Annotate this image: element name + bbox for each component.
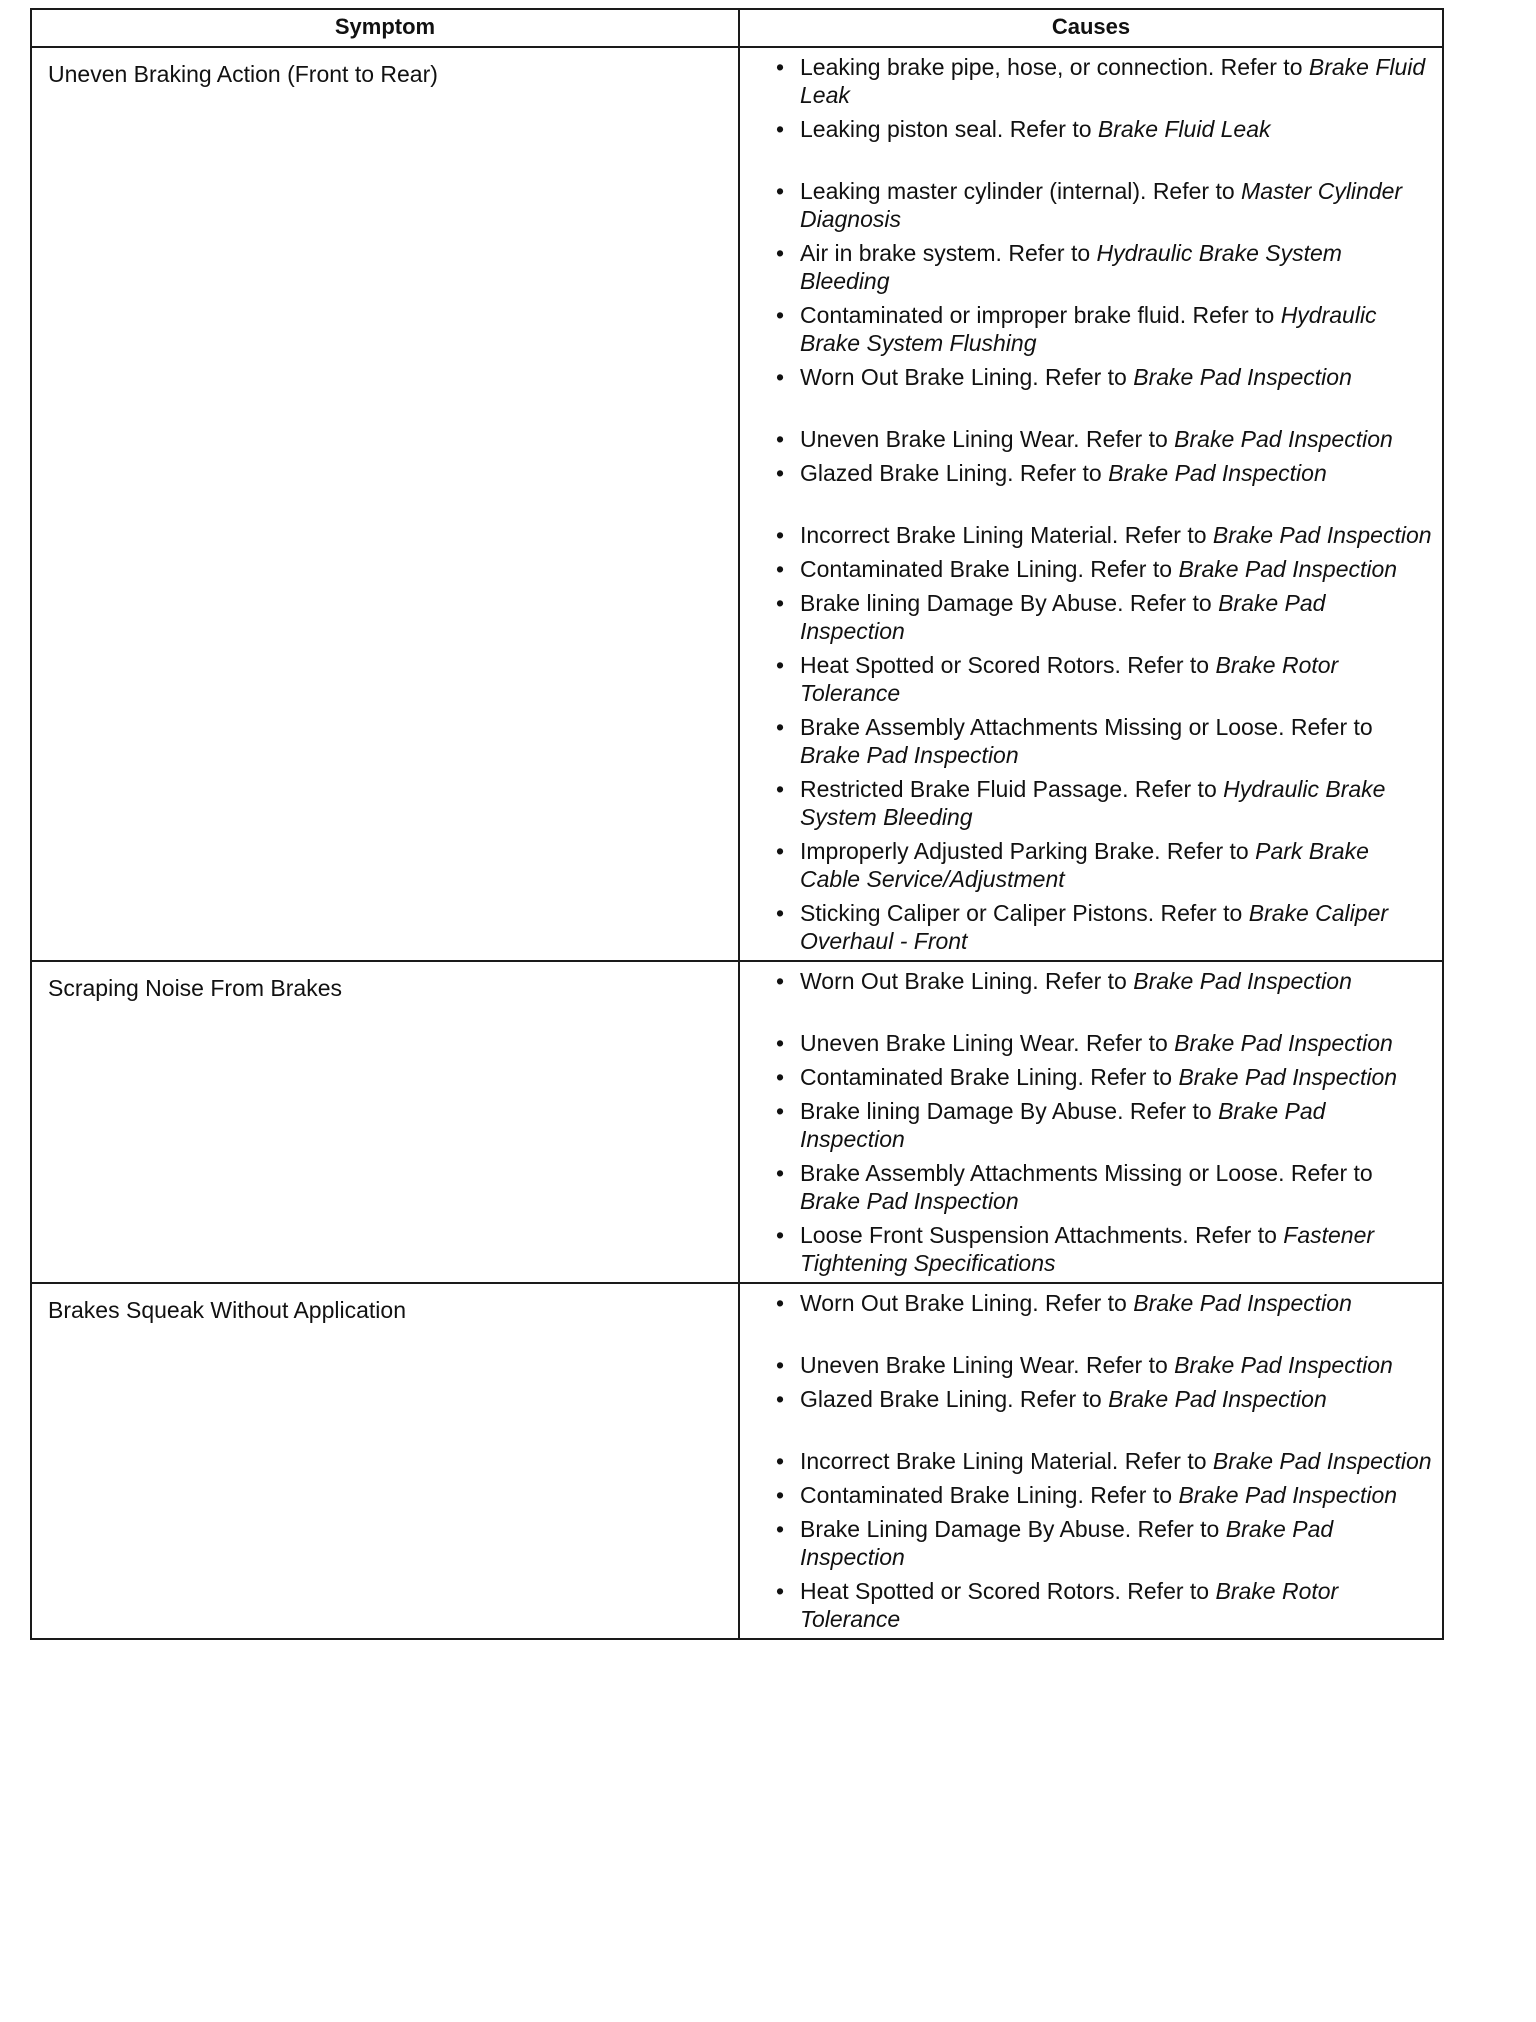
cause-item: • Brake Assembly Attachments Missing or Loose. Refer to Brake Pad Inspection [776, 714, 1373, 768]
cause-reference: Master Cylinder Diagnosis [800, 178, 1403, 232]
bullet-icon: • [776, 1448, 785, 1474]
bullet-icon: • [776, 590, 785, 616]
cause-item: • Contaminated or improper brake fluid. Refer to Hydraulic Brake System Flushing [776, 302, 1377, 356]
causes-cell [739, 961, 1443, 1283]
cause-list [776, 1289, 1432, 1633]
cause-reference: Brake Pad Inspection [800, 742, 1019, 768]
bullet-icon: • [776, 1030, 785, 1056]
bullet-icon: • [776, 522, 785, 548]
bullet-icon: • [776, 302, 785, 328]
causes-header: Causes [739, 9, 1443, 47]
cause-item: • Loose Front Suspension Attachments. Refer to Fastener Tightening Specifications [776, 1222, 1375, 1276]
bullet-icon: • [776, 1222, 785, 1248]
table-row [31, 47, 1443, 961]
cause-item: • Uneven Brake Lining Wear. Refer to Brake Pad Inspection [776, 426, 1393, 452]
cause-reference: Brake Pad Inspection [800, 1188, 1019, 1214]
cause-item: • Restricted Brake Fluid Passage. Refer to Hydraulic Brake System Bleeding [776, 776, 1386, 830]
cause-item: • Heat Spotted or Scored Rotors. Refer to Brake Rotor Tolerance [776, 1578, 1339, 1632]
diagnosis-table [30, 8, 1444, 1640]
cause-reference: Brake Rotor Tolerance [800, 652, 1339, 706]
cause-reference: Brake Pad Inspection [800, 1516, 1334, 1570]
bullet-icon: • [776, 1352, 785, 1378]
bullet-icon: • [776, 776, 785, 802]
bullet-icon: • [776, 1578, 785, 1604]
bullet-icon: • [776, 1290, 785, 1316]
cause-item: • Glazed Brake Lining. Refer to Brake Pad Inspection [776, 1386, 1327, 1412]
cause-reference: Brake Pad Inspection [1174, 426, 1393, 452]
cause-reference: Park Brake Cable Service/Adjustment [800, 838, 1369, 892]
bullet-icon: • [776, 1516, 785, 1542]
cause-reference: Brake Pad Inspection [1133, 968, 1352, 994]
cause-item: • Heat Spotted or Scored Rotors. Refer to Brake Rotor Tolerance [776, 652, 1339, 706]
cause-reference: Brake Pad Inspection [1174, 1030, 1393, 1056]
cause-item: • Uneven Brake Lining Wear. Refer to Brake Pad Inspection [776, 1352, 1393, 1378]
cause-reference: Brake Pad Inspection [1133, 1290, 1352, 1316]
header-row [31, 9, 1443, 47]
cause-item: • Leaking brake pipe, hose, or connection. Refer to Brake Fluid Leak [776, 54, 1426, 108]
bullet-icon: • [776, 240, 785, 266]
table-row [31, 1283, 1443, 1639]
cause-item: • Contaminated Brake Lining. Refer to Brake Pad Inspection [776, 556, 1398, 582]
cause-item: • Worn Out Brake Lining. Refer to Brake Pad Inspection [776, 364, 1352, 390]
symptom-cell: Uneven Braking Action (Front to Rear) [31, 47, 739, 961]
bullet-icon: • [776, 1160, 785, 1186]
cause-item: • Air in brake system. Refer to Hydraulic Brake System Bleeding [776, 240, 1342, 294]
cause-item: • Sticking Caliper or Caliper Pistons. Refer to Brake Caliper Overhaul - Front [776, 900, 1389, 954]
cause-item: • Incorrect Brake Lining Material. Refer to Brake Pad Inspection [776, 522, 1432, 548]
cause-list [776, 967, 1432, 1277]
cause-item: • Worn Out Brake Lining. Refer to Brake Pad Inspection [776, 1290, 1352, 1316]
bullet-icon: • [776, 900, 785, 926]
bullet-icon: • [776, 426, 785, 452]
bullet-icon: • [776, 1064, 785, 1090]
cause-reference: Fastener Tightening Specifications [800, 1222, 1375, 1276]
cause-item: • Leaking piston seal. Refer to Brake Fluid Leak [776, 116, 1271, 142]
cause-item: • Incorrect Brake Lining Material. Refer to Brake Pad Inspection [776, 1448, 1432, 1474]
cause-reference: Brake Pad Inspection [1108, 1386, 1327, 1412]
cause-item: • Leaking master cylinder (internal). Refer to Master Cylinder Diagnosis [776, 178, 1403, 232]
cause-item: • Improperly Adjusted Parking Brake. Refer to Park Brake Cable Service/Adjustment [776, 838, 1369, 892]
bullet-icon: • [776, 116, 785, 142]
table-row [31, 961, 1443, 1283]
cause-reference: Brake Pad Inspection [1133, 364, 1352, 390]
bullet-icon: • [776, 652, 785, 678]
bullet-icon: • [776, 556, 785, 582]
bullet-icon: • [776, 1482, 785, 1508]
bullet-icon: • [776, 714, 785, 740]
bullet-icon: • [776, 1098, 785, 1124]
cause-reference: Hydraulic Brake System Bleeding [800, 776, 1386, 830]
cause-reference: Brake Pad Inspection [800, 1098, 1326, 1152]
cause-reference: Brake Pad Inspection [1178, 1482, 1398, 1508]
causes-cell [739, 1283, 1443, 1639]
cause-reference: Brake Fluid Leak [1097, 116, 1271, 142]
causes-cell [739, 47, 1443, 961]
bullet-icon: • [776, 838, 785, 864]
cause-reference: Brake Pad Inspection [1212, 522, 1432, 548]
cause-item: • Brake Assembly Attachments Missing or Loose. Refer to Brake Pad Inspection [776, 1160, 1373, 1214]
cause-list [776, 53, 1432, 955]
bullet-icon: • [776, 364, 785, 390]
cause-reference: Hydraulic Brake System Flushing [800, 302, 1377, 356]
cause-item: • Brake Lining Damage By Abuse. Refer to Brake Pad Inspection [776, 1516, 1334, 1570]
symptom-cell: Brakes Squeak Without Application [31, 1283, 739, 1639]
cause-item: • Contaminated Brake Lining. Refer to Brake Pad Inspection [776, 1064, 1398, 1090]
cause-reference: Brake Pad Inspection [1108, 460, 1327, 486]
cause-reference: Brake Pad Inspection [1178, 556, 1398, 582]
cause-reference: Brake Caliper Overhaul - Front [800, 900, 1389, 954]
cause-item: • Brake lining Damage By Abuse. Refer to Brake Pad Inspection [776, 590, 1326, 644]
bullet-icon: • [776, 178, 785, 204]
cause-item: • Glazed Brake Lining. Refer to Brake Pad Inspection [776, 460, 1327, 486]
cause-reference: Brake Rotor Tolerance [800, 1578, 1339, 1632]
cause-reference: Brake Pad Inspection [1174, 1352, 1393, 1378]
bullet-icon: • [776, 54, 785, 80]
cause-reference: Brake Pad Inspection [1212, 1448, 1432, 1474]
bullet-icon: • [776, 1386, 785, 1412]
cause-item: • Contaminated Brake Lining. Refer to Brake Pad Inspection [776, 1482, 1398, 1508]
cause-reference: Brake Pad Inspection [800, 590, 1326, 644]
cause-item: • Worn Out Brake Lining. Refer to Brake Pad Inspection [776, 968, 1352, 994]
bullet-icon: • [776, 460, 785, 486]
cause-item: • Brake lining Damage By Abuse. Refer to Brake Pad Inspection [776, 1098, 1326, 1152]
bullet-icon: • [776, 968, 785, 994]
cause-reference: Brake Fluid Leak [800, 54, 1426, 108]
cause-item: • Uneven Brake Lining Wear. Refer to Brake Pad Inspection [776, 1030, 1393, 1056]
cause-reference: Hydraulic Brake System Bleeding [800, 240, 1342, 294]
symptom-cell: Scraping Noise From Brakes [31, 961, 739, 1283]
cause-reference: Brake Pad Inspection [1178, 1064, 1398, 1090]
symptom-header: Symptom [31, 9, 739, 47]
